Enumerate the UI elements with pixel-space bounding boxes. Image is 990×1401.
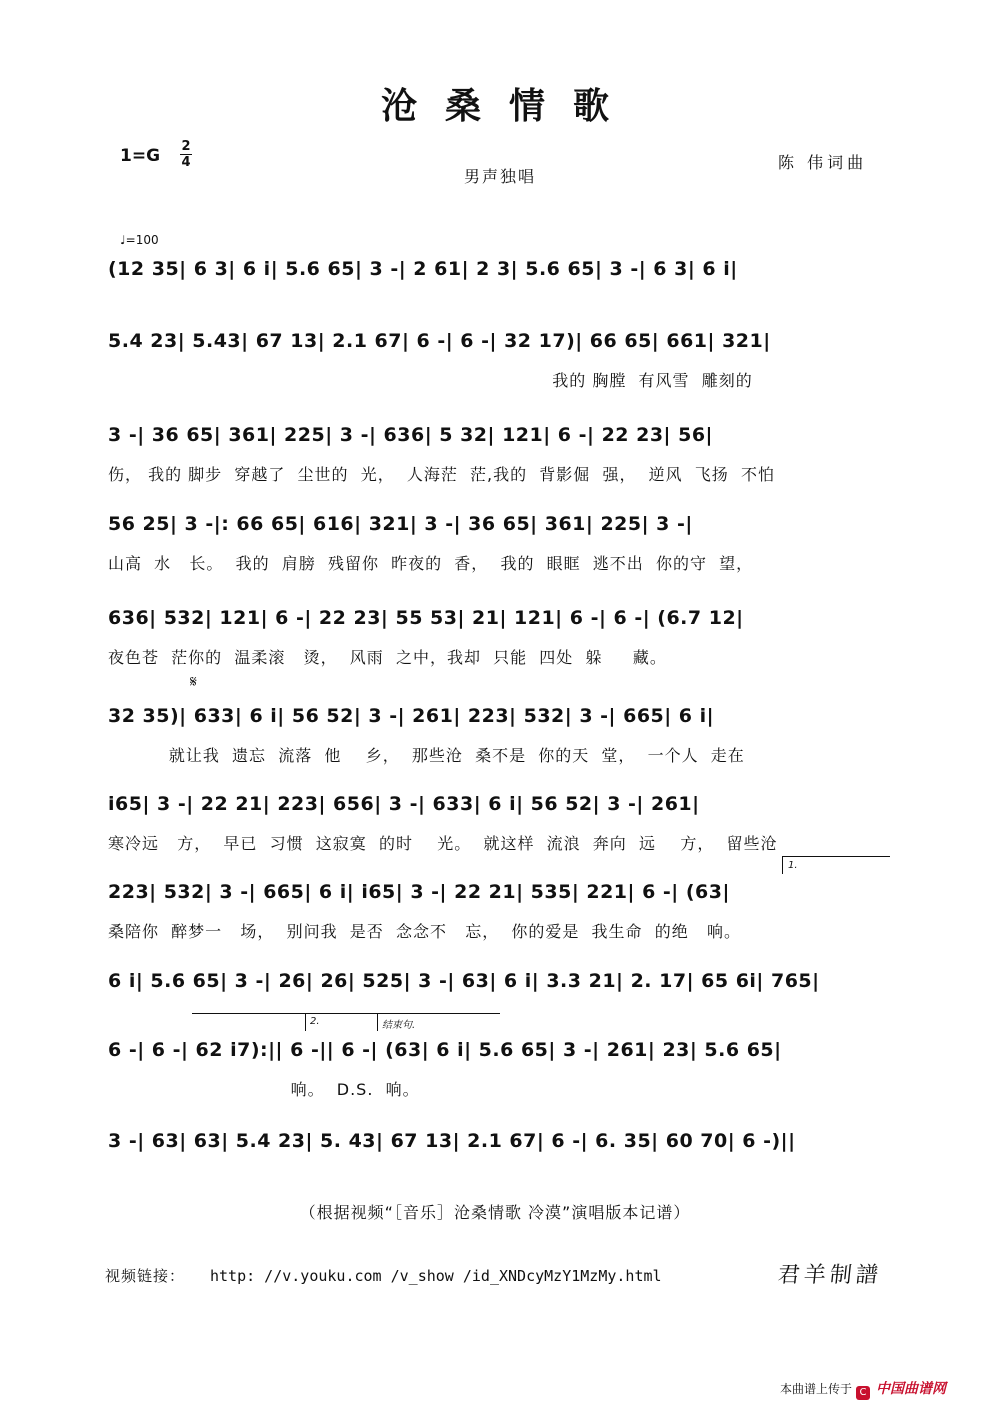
score-notes: 3 -| 36 65| 361| 225| 3 -| 636| 5 32| 121| 6 -| 22 23| 56| <box>108 424 713 446</box>
volta-2-bracket-end <box>305 1013 306 1031</box>
tempo-marking: ♩=100 <box>120 233 159 247</box>
score-lyrics: 就让我 遗忘 流落 他 乡， 那些沧 桑不是 你的天 堂， 一个人 走在 <box>108 746 745 765</box>
video-link-label: 视频链接： <box>105 1267 186 1285</box>
time-signature-bottom: 4 <box>181 155 191 170</box>
video-link[interactable]: http: //v.youku.com /v_show /id_XNDcyMzY1MzMy.html <box>210 1267 662 1285</box>
score-lyrics: 桑陪你 醉梦一 场， 别问我 是否 念念不 忘， 你的爱是 我生命 的绝 响。 <box>108 922 741 941</box>
score-lyrics: 伤， 我的 脚步 穿越了 尘世的 光， 人海茫 茫,我的 背影倔 强， 逆风 飞扬 不怕 <box>108 465 775 484</box>
site-logo-icon: C <box>856 1386 870 1400</box>
volta-2-label: 2. <box>310 1016 320 1027</box>
time-signature-top: 2 <box>181 139 191 154</box>
segno-sign: 𝄋 <box>190 672 197 691</box>
score-lyrics: 山高 水 长。 我的 肩膀 残留你 昨夜的 香， 我的 眼眶 逃不出 你的守 望， <box>108 554 754 573</box>
score-notes: i65| 3 -| 22 21| 223| 656| 3 -| 633| 6 i| 56 52| 3 -| 261| <box>108 793 700 815</box>
ending-label: 结束句. <box>382 1020 416 1031</box>
transcription-note: （根据视频“［音乐］沧桑情歌 冷漠”演唱版本记谱） <box>299 1203 691 1222</box>
score-lyrics: 我的 胸膛 有风雪 雕刻的 <box>108 371 753 390</box>
upload-text: 本曲谱上传于 <box>780 1382 853 1396</box>
score-notes: 223| 532| 3 -| 665| 6 i| i65| 3 -| 22 21| 535| 221| 6 -| (63| <box>108 881 730 903</box>
volta-2-bracket <box>305 1013 370 1014</box>
score-lyrics: 夜色苍 茫你的 温柔滚 烫， 风雨 之中，我却 只能 四处 躲 藏。 <box>108 648 667 667</box>
upload-credit <box>780 1378 946 1400</box>
composer-credit: 陈 伟词曲 <box>778 153 868 172</box>
score-notes: 636| 532| 121| 6 -| 22 23| 55 53| 21| 121| 6 -| 6 -| (6.7 12| <box>108 607 744 629</box>
score-notes: 32 35)| 633| 6 i| 56 52| 3 -| 261| 223| 532| 3 -| 665| 6 i| <box>108 705 715 727</box>
transcriber-signature: 君羊制譜 <box>776 1263 884 1288</box>
performance-type: 男声独唱 <box>463 167 536 186</box>
score-notes: 56 25| 3 -|: 66 65| 616| 321| 3 -| 36 65| 361| 225| 3 -| <box>108 513 693 535</box>
site-brand[interactable]: 中国曲谱网 <box>876 1381 947 1397</box>
score-notes: (12 35| 6 3| 6 i| 5.6 65| 3 -| 2 61| 2 3| 5.6 65| 3 -| 6 3| 6 i| <box>108 258 738 280</box>
score-notes: 5.4 23| 5.43| 67 13| 2.1 67| 6 -| 6 -| 32 17)| 66 65| 661| 321| <box>108 330 771 352</box>
volta-1-bracket <box>782 856 890 857</box>
ending-bracket-end <box>377 1013 378 1031</box>
score-notes: 6 i| 5.6 65| 3 -| 26| 26| 525| 3 -| 63| 6 i| 3.3 21| 2. 17| 65 6i| 765| <box>108 970 820 992</box>
score-lyrics: 寒冷远 方， 早已 习惯 这寂寞 的时 光。 就这样 流浪 奔向 远 方， 留些沧 <box>108 834 778 853</box>
key-signature: 1=G <box>120 146 161 166</box>
song-title: 沧桑情歌 <box>380 85 637 127</box>
score-lyrics: 响。 D.S. 响。 <box>108 1080 420 1099</box>
score-notes: 3 -| 63| 63| 5.4 23| 5. 43| 67 13| 2.1 67| 6 -| 6. 35| 60 70| 6 -)|| <box>108 1130 796 1152</box>
score-notes: 6 -| 6 -| 62 i7):|| 6 -|| 6 -| (63| 6 i| 5.6 65| 3 -| 261| 23| 5.6 65| <box>108 1039 782 1061</box>
volta-1-bracket-end <box>782 856 783 874</box>
volta-1-label: 1. <box>788 860 798 871</box>
